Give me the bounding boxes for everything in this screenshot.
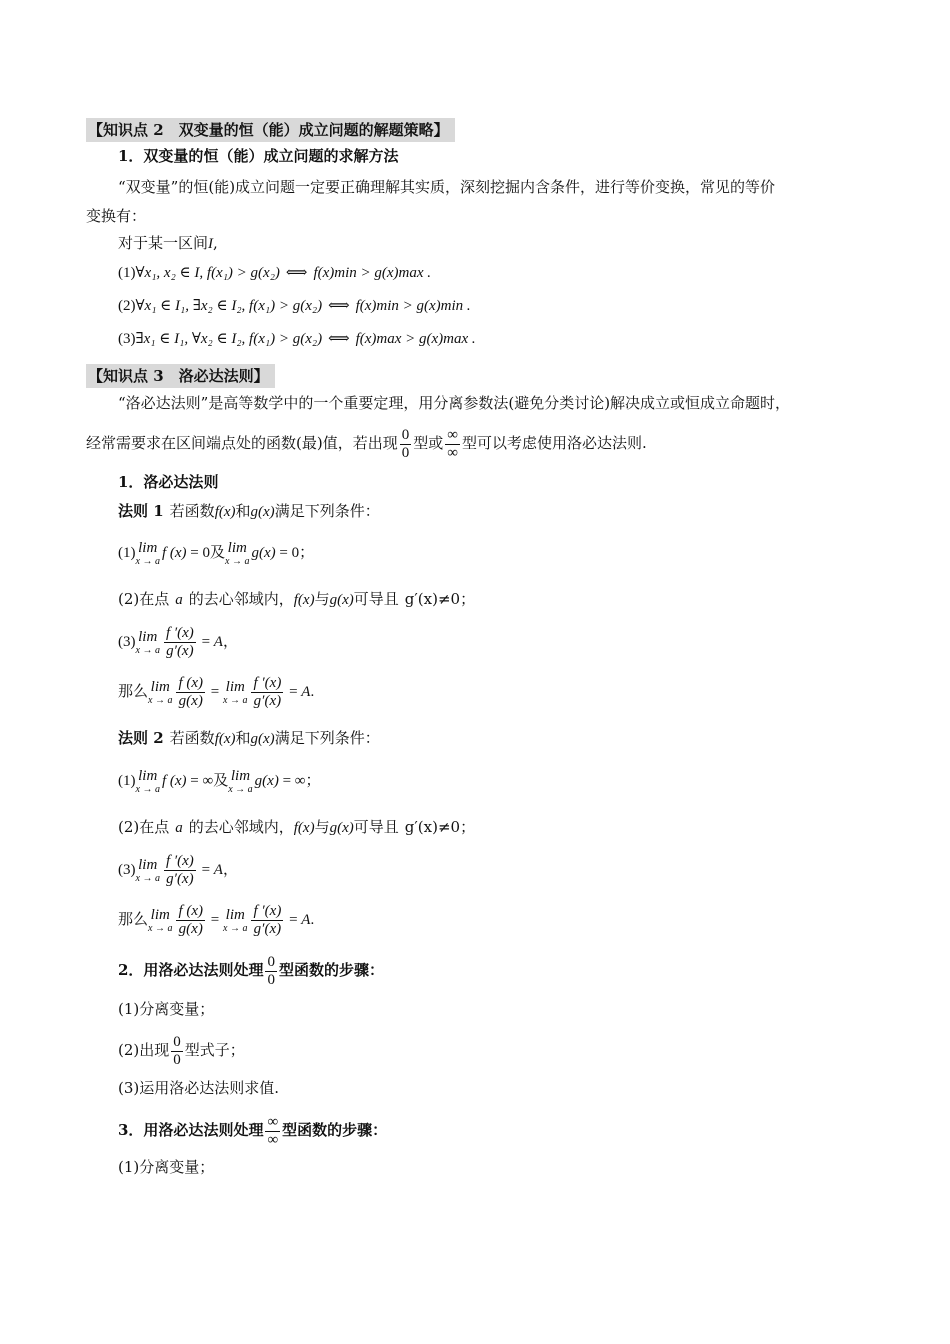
lim-text: lim (138, 628, 158, 645)
lim-text: lim (138, 539, 158, 556)
item-result: f(x)min > g(x)min . (355, 298, 471, 314)
cond2-e: g′(x)≠0； (404, 818, 476, 836)
numerator: 0 (401, 426, 410, 443)
gx: g(x) (251, 545, 276, 561)
limit-operator (136, 769, 160, 795)
rule2-conclusion: 那么 lim x → a $\frac{f (x)}{g(x)}$ = lim x → a $\frac{f '(x)}{g'(x)}$ = A. (118, 903, 315, 938)
item-label: (3) (118, 331, 136, 347)
item-condition: ∃x₁ ∈ I₁, ∀x₂ ∈ I₂, f(x₁) > g(x₂) (135, 331, 323, 347)
kp2-interval-line (118, 232, 218, 255)
interval-prefix: 对于某一区间 (118, 234, 209, 252)
kp2-intro-line1: “双变量”的恒(能)成立问题一定要正确理解其实质，深刻挖掘内含条件，进行等价变换，常见的等价 (118, 178, 776, 196)
denominator: g′(x) (164, 870, 196, 888)
derivative-fraction (164, 625, 196, 660)
rule2-condition-3: (3) lim x → a $\frac{f '(x)}{g'(x)}$ = A， (118, 853, 238, 888)
item-result: f(x)max > g(x)max . (355, 331, 476, 347)
cond-label: (3) (118, 862, 136, 878)
rule1-condition-3: (3) lim x → a $\frac{f '(x)}{g'(x)}$ = A， (118, 625, 238, 660)
denominator: 0 (401, 444, 410, 461)
limit-operator (228, 769, 252, 795)
gx-symbol: g(x) (329, 592, 354, 608)
interval-var: I (208, 236, 214, 252)
limit-operator (225, 541, 249, 567)
cond-label: (3) (118, 634, 136, 650)
fx-symbol: f(x) (293, 592, 315, 608)
cond2-a: (2)在点 (118, 590, 170, 608)
cond2-b: 的去心邻域内， (188, 818, 294, 836)
inf: ∞ (294, 773, 306, 789)
rule1-desc (118, 500, 380, 523)
rule1-condition-1: (1) lim x → a f (x) = 0及 lim x → a g(x) = 0； (118, 539, 315, 567)
interval-suffix: , (213, 234, 218, 252)
A-symbol: A (301, 684, 311, 700)
equiv-symbol: ⟺ (285, 265, 308, 281)
numerator: f (x) (178, 675, 204, 692)
lim-under: x → a (135, 872, 160, 884)
lim-text: lim (138, 856, 158, 873)
limit-operator (136, 858, 160, 884)
kp3-subtitle-2 (118, 950, 384, 990)
derivative-fraction (251, 903, 283, 938)
rule1-conclusion: 那么 lim x → a $\frac{f (x)}{g(x)}$ = lim x → a $\frac{f '(x)}{g'(x)}$ = A. (118, 675, 315, 710)
lim-under: x → a (135, 555, 160, 567)
limit-operator (148, 680, 172, 706)
rule-desc-c: 满足下列条件： (274, 729, 380, 747)
limit-operator (136, 541, 160, 567)
s2-step-2 (118, 1030, 245, 1070)
kp2-item-2 (118, 295, 471, 317)
lim-text: lim (138, 767, 158, 784)
lim-under: x → a (225, 555, 250, 567)
fx: f (x) (161, 545, 187, 561)
fx-symbol: f(x) (293, 820, 315, 836)
numerator: ∞ (267, 1113, 279, 1130)
denominator: g(x) (176, 920, 205, 938)
rule2-condition-1: (1) lim x → a f (x) = ∞及 lim x → a g(x) = ∞； (118, 767, 321, 795)
kp3-intro-line1: “洛必达法则”是高等数学中的一个重要定理，用分离参数法(避免分类讨论)解决成立或恒成立命题时， (118, 394, 791, 412)
conclusion-prefix: 那么 (118, 684, 149, 700)
cond2-d: 可导且 (353, 818, 399, 836)
s2-title-a: 2．用洛必达法则处理 (118, 961, 264, 979)
fx-symbol: f(x) (214, 504, 236, 520)
lim-under: x → a (135, 783, 160, 795)
function-fraction (176, 675, 205, 710)
lim-under: x → a (148, 922, 173, 934)
item-condition: ∀x₁ ∈ I₁, ∃x₂ ∈ I₂, f(x₁) > g(x₂) (135, 298, 323, 314)
numerator: 0 (173, 1033, 181, 1050)
lim-under: x → a (148, 694, 173, 706)
zero: 0 (202, 545, 210, 561)
gx-symbol: g(x) (250, 731, 275, 747)
section-header-kp3: 【知识点 3 洛必达法则】 (86, 364, 275, 388)
rule-desc-a: 若函数 (169, 729, 215, 747)
fraction-inf-over-inf (265, 1114, 280, 1149)
kp3-subtitle-3 (118, 1110, 387, 1150)
s2-step-1: (1)分离变量； (118, 1000, 215, 1018)
numerator: f ′(x) (165, 625, 194, 642)
lim-text: lim (150, 678, 170, 695)
gx-symbol: g(x) (329, 820, 354, 836)
rule-desc-a: 若函数 (169, 502, 215, 520)
cond-label: (1) (118, 773, 136, 789)
derivative-fraction (164, 853, 196, 888)
A-symbol: A (301, 912, 311, 928)
limit-operator (136, 630, 160, 656)
and-word: 及 (210, 545, 226, 561)
denominator: 0 (173, 1051, 181, 1068)
cond2-b: 的去心邻域内， (188, 590, 294, 608)
fraction-zero-over-zero (400, 427, 412, 462)
limit-operator (223, 680, 247, 706)
denominator: g(x) (176, 692, 205, 710)
equiv-symbol: ⟺ (328, 298, 350, 314)
s3-title-b: 型函数的步骤： (282, 1121, 388, 1139)
and-word: 及 (213, 773, 229, 789)
s2-step-2-a: (2)出现 (118, 1041, 170, 1059)
fraction-zero-over-zero (265, 954, 277, 989)
cond2-a: (2)在点 (118, 818, 170, 836)
s2-step-3: (3)运用洛必达法则求值. (118, 1079, 280, 1097)
intro-text-a: 经常需要求在区间端点处的函数(最)值，若出现 (86, 434, 398, 452)
s2-step-2-b: 型式子； (184, 1041, 245, 1059)
rule2-title: 法则 2 (118, 729, 164, 747)
item-result: f(x)min > g(x)max . (313, 265, 432, 281)
numerator: f (x) (178, 903, 204, 920)
denominator: g′(x) (251, 692, 283, 710)
item-condition: ∀x₁, x₂ ∈ I, f(x₁) > g(x₂) (135, 265, 280, 281)
lim-under: x → a (223, 694, 248, 706)
limit-operator (223, 908, 247, 934)
lim-text: lim (225, 906, 245, 923)
gx: g(x) (254, 773, 279, 789)
s2-title-b: 型函数的步骤： (278, 961, 384, 979)
lim-under: x → a (135, 644, 160, 656)
A-symbol: A (213, 862, 223, 878)
rule-desc-b: 和 (235, 729, 251, 747)
kp3-intro-line2 (86, 423, 647, 463)
intro-text-c: 型可以考虑使用洛必达法则. (461, 434, 647, 452)
rule-desc-c: 满足下列条件： (274, 502, 380, 520)
kp2-subtitle: 1．双变量的恒（能）成立问题的求解方法 (118, 147, 399, 165)
cond2-d: 可导且 (353, 590, 399, 608)
s3-title-a: 3．用洛必达法则处理 (118, 1121, 264, 1139)
lim-text: lim (225, 678, 245, 695)
denominator: g′(x) (251, 920, 283, 938)
A-symbol: A (213, 634, 223, 650)
kp2-intro-line2: 变换有： (86, 207, 147, 225)
numerator: f ′(x) (253, 903, 282, 920)
kp2-item-1 (118, 262, 431, 284)
numerator: ∞ (447, 426, 458, 443)
gx-symbol: g(x) (250, 504, 275, 520)
rule1-condition-2 (118, 588, 475, 611)
lim-text: lim (227, 539, 247, 556)
cond2-c: 与 (314, 590, 330, 608)
cond2-e: g′(x)≠0； (404, 590, 476, 608)
section-header-kp2: 【知识点 2 双变量的恒（能）成立问题的解题策略】 (86, 118, 455, 142)
a-symbol: a (175, 820, 183, 836)
limit-operator (148, 908, 172, 934)
kp3-subtitle-1: 1．洛必达法则 (118, 473, 219, 491)
intro-text-b: 型或 (413, 434, 444, 452)
denominator: g′(x) (164, 642, 196, 660)
kp2-item-3 (118, 328, 476, 350)
zero: 0 (291, 545, 300, 561)
rule1-title: 法则 1 (118, 502, 164, 520)
a-symbol: a (175, 592, 183, 608)
fx: f (x) (161, 773, 187, 789)
fraction-inf-over-inf (445, 427, 460, 462)
denominator: 0 (267, 971, 275, 988)
conclusion-prefix: 那么 (118, 912, 149, 928)
item-label: (1) (118, 265, 136, 281)
fx-symbol: f(x) (214, 731, 236, 747)
equiv-symbol: ⟺ (328, 331, 350, 347)
cond-label: (1) (118, 545, 136, 561)
inf: ∞ (202, 773, 214, 789)
rule-desc-b: 和 (235, 502, 251, 520)
denominator: ∞ (447, 444, 458, 461)
lim-under: x → a (228, 783, 253, 795)
denominator: ∞ (267, 1131, 279, 1148)
cond2-c: 与 (314, 818, 330, 836)
rule2-condition-2 (118, 816, 475, 839)
lim-under: x → a (223, 922, 248, 934)
lim-text: lim (230, 767, 251, 784)
derivative-fraction (251, 675, 283, 710)
fraction-zero-over-zero (171, 1034, 183, 1069)
lim-text: lim (150, 906, 170, 923)
rule2-desc (118, 727, 380, 750)
item-label: (2) (118, 298, 136, 314)
numerator: f ′(x) (165, 853, 194, 870)
numerator: 0 (267, 953, 275, 970)
numerator: f ′(x) (253, 675, 282, 692)
s3-step-1: (1)分离变量； (118, 1158, 215, 1176)
function-fraction (176, 903, 205, 938)
